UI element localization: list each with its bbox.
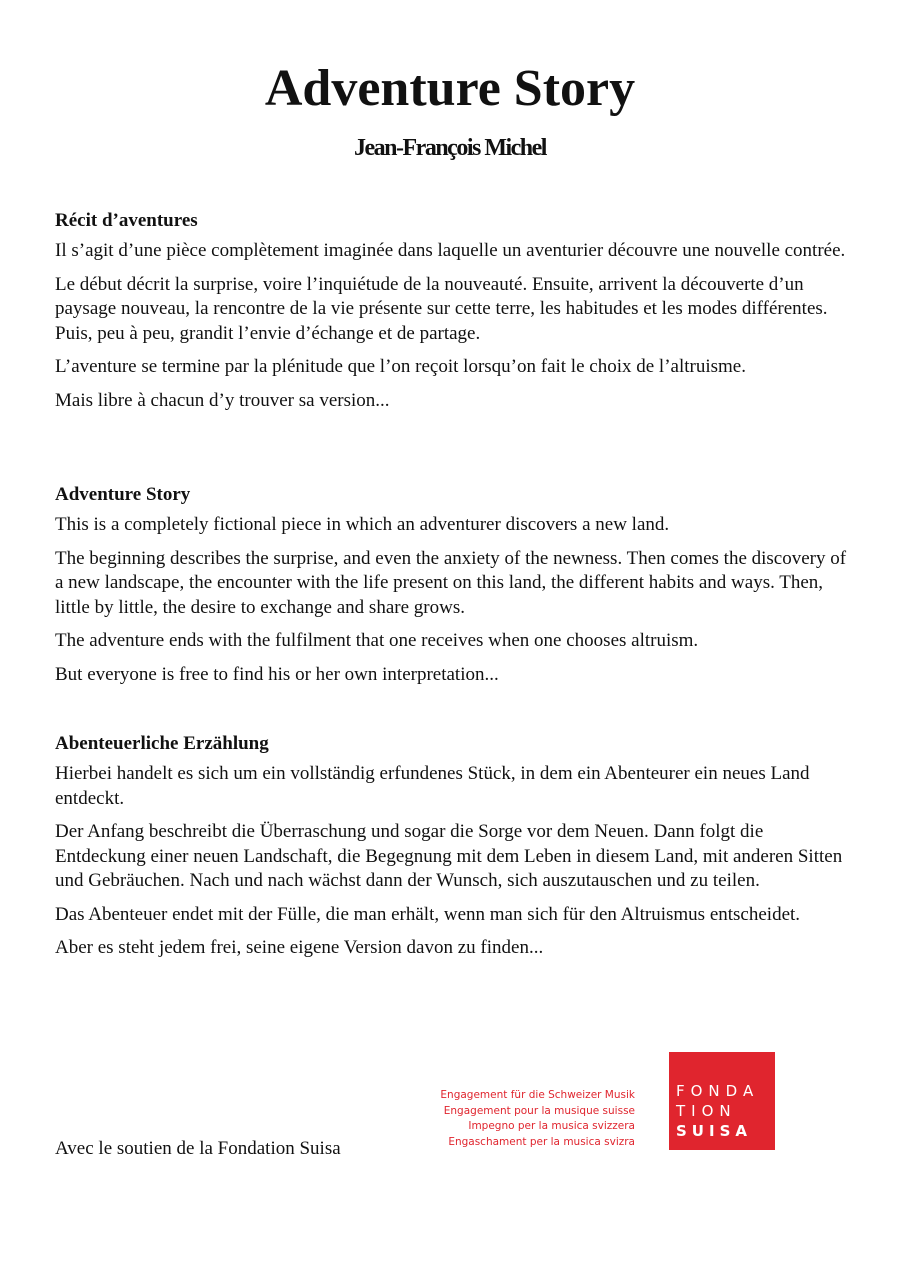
tagline-italian: Impegno per la musica svizzera [468,1120,635,1132]
fondation-suisa-logo [669,1052,775,1150]
tagline-german: Engagement für die Schweizer Musik [440,1089,635,1101]
section-french [55,208,855,422]
section-german [55,731,855,970]
section-heading: Récit d’aventures [55,210,198,231]
paragraph: Mais libre à chacun d’y trouver sa version... [55,389,390,411]
paragraph: L’aventure se termine par la plénitude que l’on reçoit lorsqu’on fait le choix de l’altruisme. [55,356,746,377]
tagline-french: Engagement pour la musique suisse [443,1104,635,1117]
paragraph: Das Abenteuer endet mit der Fülle, die man erhält, wenn man sich für den Altruismus entscheidet. [55,903,801,925]
paragraph: Hierbei handelt es sich um ein vollständig erfundenes Stück, in dem ein Abenteurer ein neues Land entdeckt. [55,763,810,809]
paragraph: But everyone is free to find his or her own interpretation... [55,663,499,685]
logo-line: FONDA [676,1082,760,1100]
paragraph: The beginning describes the surprise, and even the anxiety of the newness. Then comes the discovery of a new landscape, the encounter with the life present on this land, the different habits and ways. Then, little by little, the desire to exchange and share grows. [55,547,847,618]
paragraph: Aber es steht jedem frei, seine eigene Version davon zu finden... [55,937,544,958]
logo-line: TION [676,1102,737,1120]
section-heading: Abenteuerliche Erzählung [55,733,269,754]
paragraph: Der Anfang beschreibt die Überraschung und sogar die Sorge vor dem Neuen. Dann folgt die Entdeckung einer neuen Landschaft, die Begegnung mit dem Leben in diesem Land, mit anderen Sitten und Gebräuchen. Nach und nach wächst dann der Wunsch, sich auszutauschen und zu teilen. [55,821,843,891]
paragraph: Le début décrit la surprise, voire l’inquiétude de la nouveauté. Ensuite, arrivent la découverte d’un paysage nouveau, la rencontre de la vie présente sur cette terre, les habitudes et les modes différentes. Puis, peu à peu, grandit l’envie d’échange et de partage. [55,273,828,344]
paragraph: Il s’agit d’une pièce complètement imaginée dans laquelle un aventurier découvre une nouvelle contrée. [55,240,846,261]
section-heading: Adventure Story [55,484,191,505]
logo-line: SUISA [676,1122,752,1140]
sponsor-taglines [400,1088,635,1150]
section-english [55,482,855,696]
composer-name: Jean-François Michel [354,135,546,161]
tagline-romansh: Engaschament per la musica svizra [448,1135,635,1148]
page-title: Adventure Story [264,60,636,117]
support-credit: Avec le soutien de la Fondation Suisa [55,1138,341,1159]
paragraph: The adventure ends with the fulfilment that one receives when one chooses altruism. [55,630,699,651]
paragraph: This is a completely fictional piece in which an adventurer discovers a new land. [55,514,670,535]
